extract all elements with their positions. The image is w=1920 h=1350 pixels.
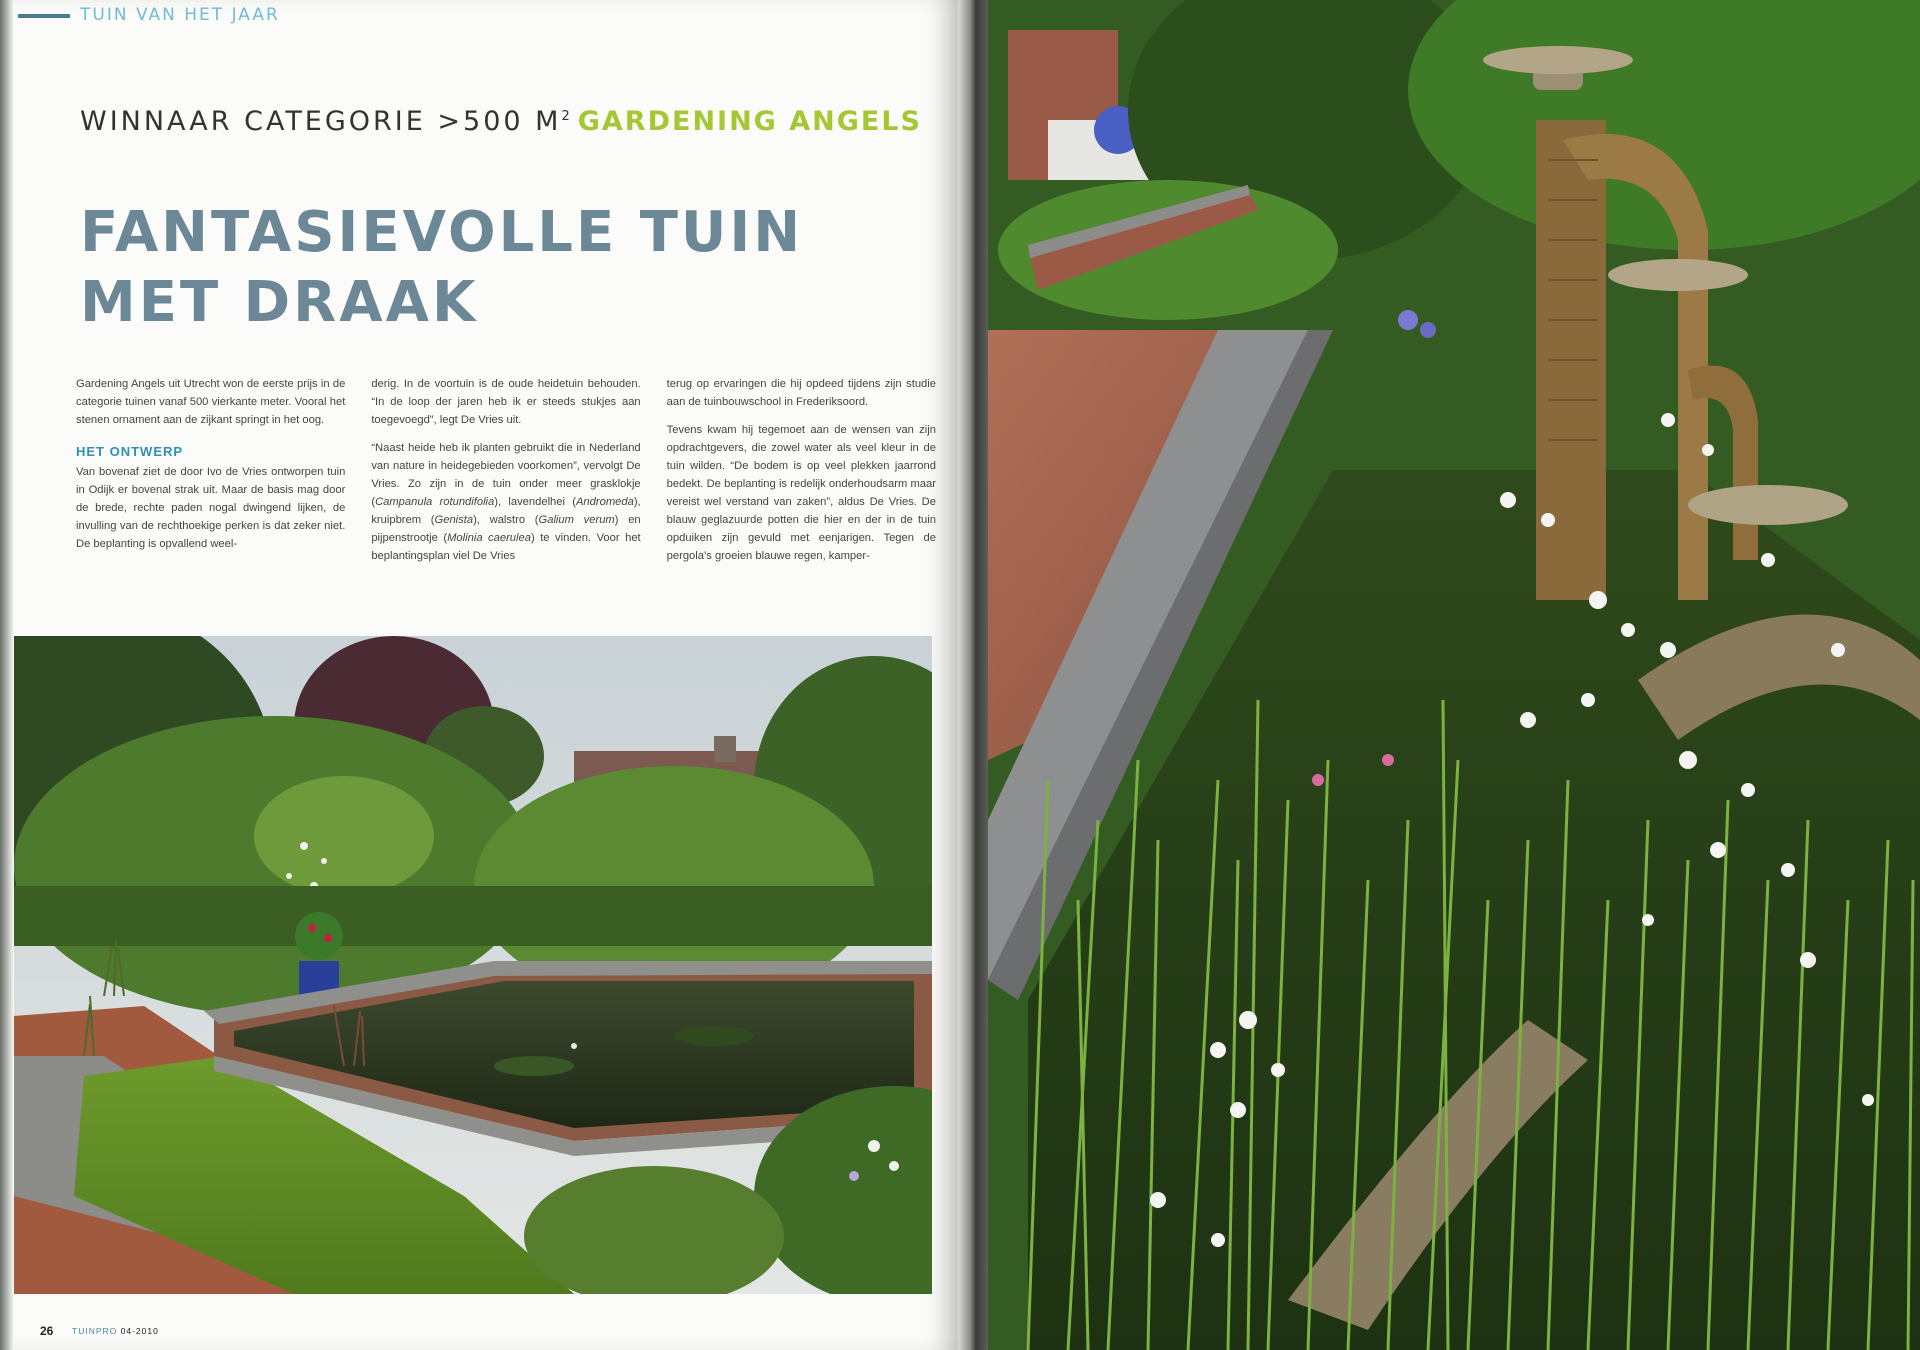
section-label: TUIN VAN HET JAAR	[80, 5, 280, 25]
article-body	[76, 375, 936, 585]
category-line	[80, 106, 922, 137]
species-name: Genista	[434, 514, 474, 526]
species-name: Galium verum	[538, 514, 615, 526]
winner-name: GARDENING ANGELS	[577, 106, 922, 137]
body-paragraph: Van bovenaf ziet de door Ivo de Vries ontworpen tuin in Odijk er bovenal strak uit. Maar de basis mag door de brede, rechte paden nogal dwingend lijken, de invulling van de rechthoekige perken is dat zeker niet. De beplanting is opvallend weel-	[76, 466, 346, 550]
species-name: Molinia caerulea	[447, 532, 531, 544]
left-page	[0, 0, 958, 1350]
body-paragraph: derig. In de voortuin is de oude heidetuin behouden. “In de loop der jaren heb ik er steeds stukjes aan toegevoegd”, legt De Vries uit.	[371, 378, 641, 426]
spine-gutter	[958, 0, 988, 1350]
category-prefix: WINNAAR CATEGORIE >500 $M^2$	[80, 106, 570, 137]
headline-line-1: FANTASIEVOLLE TUIN	[80, 200, 804, 265]
intro-paragraph: Gardening Angels uit Utrecht won de eerste prijs in de categorie tuinen vanaf 500 vierkante meter. Vooral het stenen ornament aan de zijkant springt in het oog.	[76, 378, 346, 426]
article-column-1	[76, 375, 345, 585]
body-paragraph-species: “Naast heide heb ik planten gebruikt die in Nederland van nature in heidegebieden voorkomen”, vervolgt De Vries. Zo zijn in de tuin onder meer grasklokje (Campanula rotundifolia), lavendelhei (Andromeda), kruipbrem (Genista), walstro (Galium verum) en pijpenstrootje (Molinia caerulea) te vinden. Voor het beplantingsplan viel De Vries	[371, 442, 641, 562]
folio: TUINPRO 04-2010	[72, 1326, 159, 1336]
article-column-3	[667, 375, 936, 585]
section-rule	[18, 14, 70, 18]
headline-line-2: MET DRAAK	[80, 270, 479, 335]
page-number: 26	[40, 1324, 54, 1338]
garden-pond-photo	[14, 636, 932, 1294]
species-name: Campanula rotundifolia	[375, 496, 495, 508]
article-column-2	[371, 375, 640, 585]
subhead-ontwerp: HET ONTWERP	[76, 444, 184, 459]
dragon-fountain-photo	[988, 0, 1920, 1350]
article-headline	[80, 198, 840, 338]
body-paragraph: Tevens kwam hij tegemoet aan de wensen van zijn opdrachtgevers, die zowel water als veel kleur in de tuin wilden. “De bodem is op veel plekken jaarrond bedekt. De beplanting is redelijk onderhoudsarm maar vereist wel verstand van zaken”, aldus De Vries. De blauw geglazuurde potten die hier en der in de tuin opduiken zijn gevuld met eenjarigen. Tegen de pergola’s groeien blauwe regen, kamper-	[666, 424, 936, 562]
species-name: Andromeda	[575, 496, 634, 508]
body-paragraph: terug op ervaringen die hij opdeed tijdens zijn studie aan de tuinbouwschool in Frederiksoord.	[666, 378, 936, 408]
